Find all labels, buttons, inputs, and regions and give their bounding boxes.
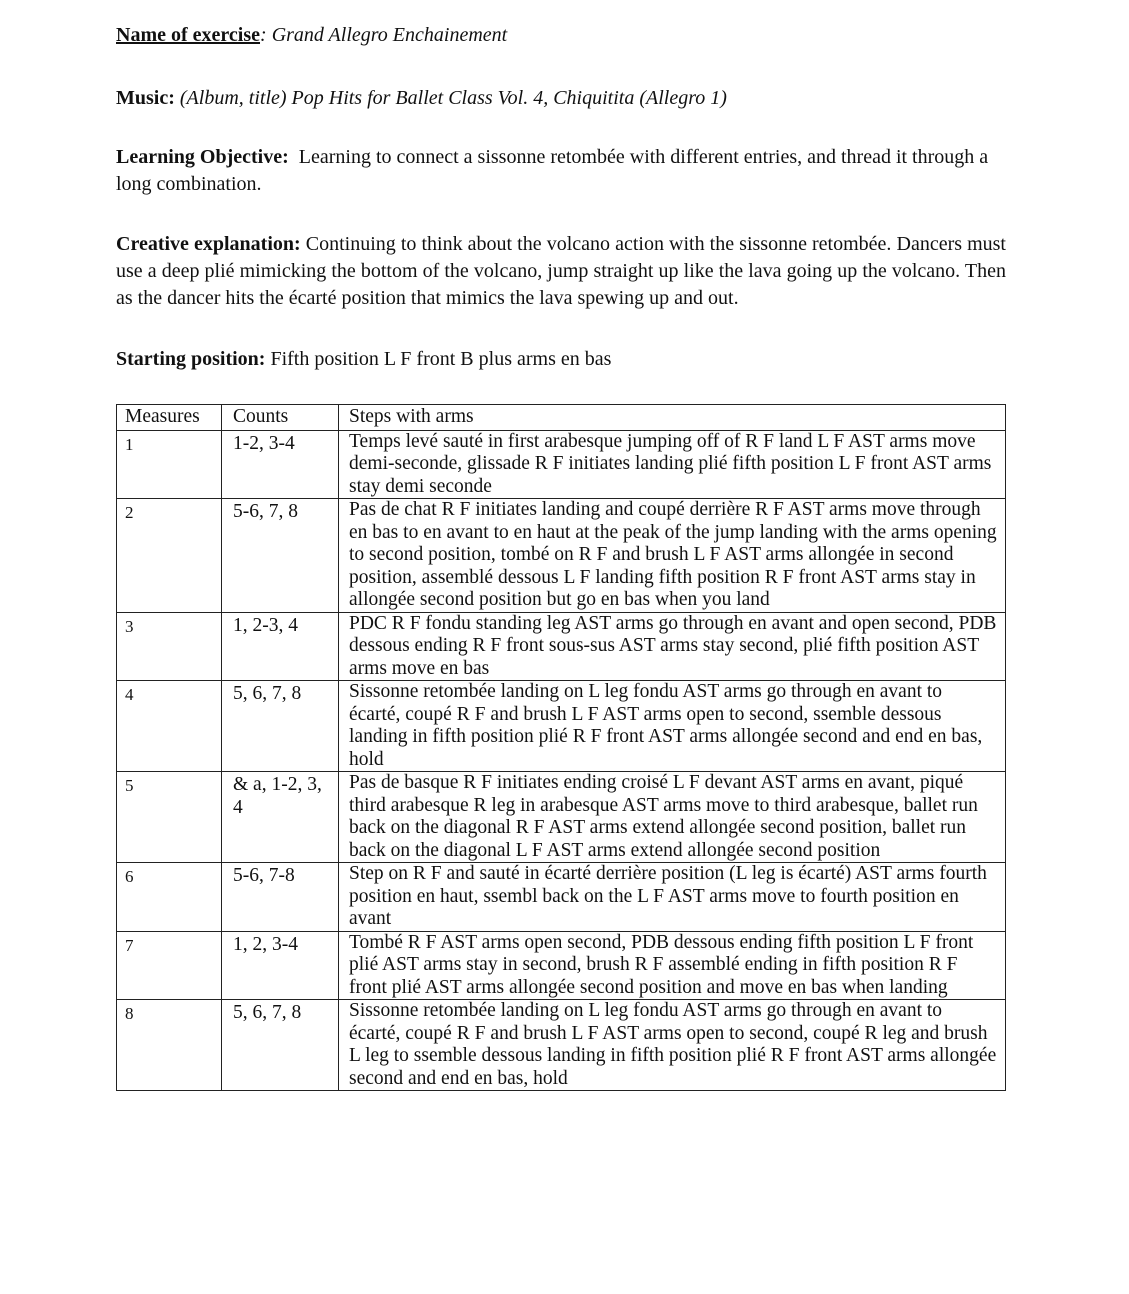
header-counts: Counts (222, 405, 339, 431)
counts-cell: 1, 2, 3-4 (222, 931, 339, 1000)
steps-cell: Step on R F and sauté in écarté derrière position (L leg is écarté) AST arms fourth position en haut, ssembl back on the L F AST arms move to fourth position en avant (339, 863, 1006, 932)
exercise-name-colon: : (260, 24, 267, 46)
table-row (117, 681, 1006, 772)
measure-cell: 1 (117, 430, 222, 499)
table-row (117, 863, 1006, 932)
exercise-name-label: Name of exercise (116, 24, 261, 46)
table-row (117, 1000, 1006, 1091)
exercise-name-value: Grand Allegro Enchainement (271, 24, 508, 46)
measure-cell: 6 (117, 863, 222, 932)
steps-cell: Pas de basque R F initiates ending croisé L F devant AST arms en avant, piqué third arabesque R leg in arabesque AST arms move to third arabesque, ballet run back on the diagonal R F AST arms extend allongée second position, ballet run back on the diagonal L F AST arms extend allongée second position (339, 772, 1006, 863)
counts-cell: 5, 6, 7, 8 (222, 681, 339, 772)
steps-cell: PDC R F fondu standing leg AST arms go through en avant and open second, PDB dessous ending R F front sous-sus AST arms stay second, plié fifth position AST arms move en bas (339, 612, 1006, 681)
measure-cell: 7 (117, 931, 222, 1000)
steps-table (116, 404, 1006, 1091)
measure-cell: 4 (117, 681, 222, 772)
start-label: Starting position: (116, 348, 266, 370)
music-value: (Album, title) Pop Hits for Ballet Class Vol. 4, Chiquitita (Allegro 1) (179, 87, 727, 109)
measure-cell: 3 (117, 612, 222, 681)
table-row (117, 430, 1006, 499)
starting-position (116, 346, 1006, 373)
table-header-row (117, 405, 1006, 431)
header-measures: Measures (117, 405, 222, 431)
creative-explanation (116, 231, 1006, 312)
table-row (117, 931, 1006, 1000)
music-label: Music: (116, 87, 175, 109)
start-value: Fifth position L F front B plus arms en bas (270, 348, 612, 370)
creative-label: Creative explanation: (116, 233, 301, 255)
creative-value: Continuing to think about the volcano action with the sissonne retombée. Dancers must use a deep plié mimicking the bottom of the volcano, jump straight up like the lava going up the volcano. Then as the dancer hits the écarté position that mimics the lava spewing up and out. (116, 233, 1006, 309)
measure-cell: 8 (117, 1000, 222, 1091)
counts-cell: & a, 1-2, 3, 4 (222, 772, 339, 863)
counts-cell: 1-2, 3-4 (222, 430, 339, 499)
table-row (117, 499, 1006, 613)
counts-cell: 5-6, 7, 8 (222, 499, 339, 613)
header-steps: Steps with arms (339, 405, 1006, 431)
table-row (117, 772, 1006, 863)
objective-value: Learning to connect a sissonne retombée with different entries, and thread it through a long combination. (116, 146, 989, 195)
steps-cell: Pas de chat R F initiates landing and coupé derrière R F AST arms move through en bas to en avant to en haut at the peak of the jump landing with the arms opening to second position, tombé on R F and brush L F AST arms allongée in second position, assemblé dessous L F landing fifth position R F front AST arms stay in allongée second position but go en bas when you land (339, 499, 1006, 613)
steps-cell: Sissonne retombée landing on L leg fondu AST arms go through en avant to écarté, coupé R F and brush L F AST arms open to second, ssemble dessous landing in fifth position plié R F front AST arms allongée second and end en bas, hold (339, 681, 1006, 772)
learning-objective (116, 144, 1006, 198)
music-line (116, 85, 1006, 112)
counts-cell: 5-6, 7-8 (222, 863, 339, 932)
steps-cell: Sissonne retombée landing on L leg fondu AST arms go through en avant to écarté, coupé R F and brush L F AST arms open to second, coupé R leg and brush L leg to ssemble dessous landing in fifth position plié R F front AST arms allongée second and end en bas, hold (339, 1000, 1006, 1091)
counts-cell: 5, 6, 7, 8 (222, 1000, 339, 1091)
steps-cell: Tombé R F AST arms open second, PDB dessous ending fifth position L F front plié AST arms stay in second, brush R F assemblé ending in fifth position R F front plié AST arms allongée second position and move en bas when landing (339, 931, 1006, 1000)
counts-cell: 1, 2-3, 4 (222, 612, 339, 681)
steps-cell: Temps levé sauté in first arabesque jumping off of R F land L F AST arms move demi-seconde, glissade R F initiates landing plié fifth position L F front AST arms stay demi seconde (339, 430, 1006, 499)
table-row (117, 612, 1006, 681)
exercise-name-line (116, 22, 1006, 49)
measure-cell: 5 (117, 772, 222, 863)
objective-label: Learning Objective: (116, 146, 289, 168)
measure-cell: 2 (117, 499, 222, 613)
